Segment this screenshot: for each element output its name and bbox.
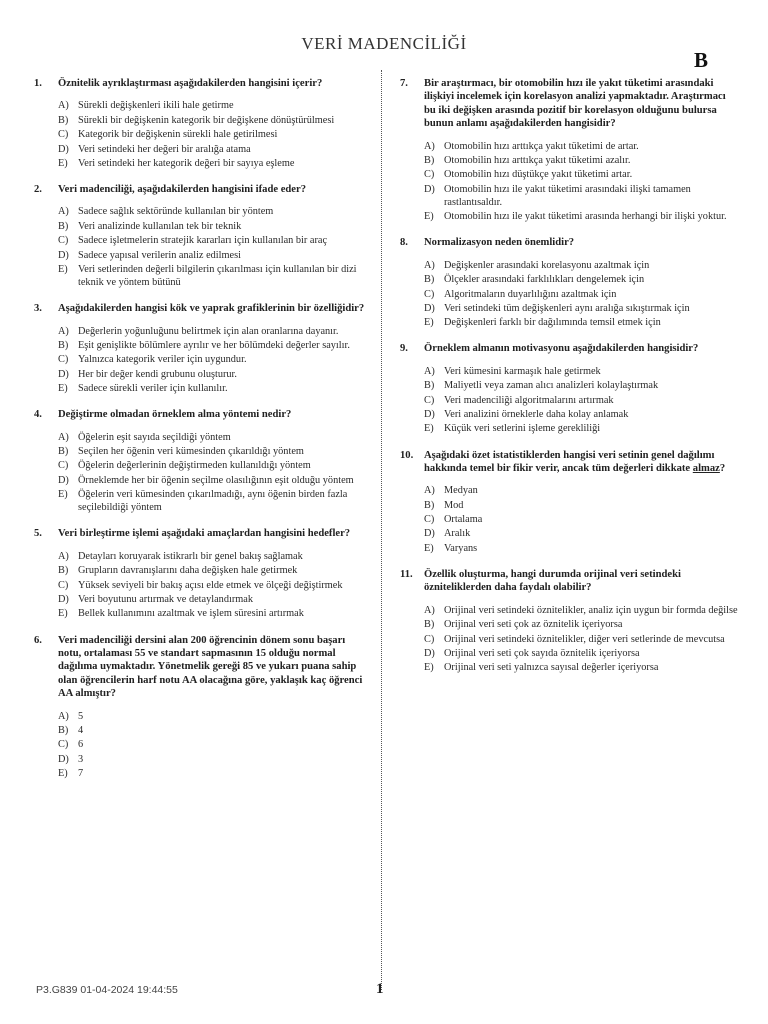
answer-option[interactable] <box>58 767 366 780</box>
option-letter: E) <box>58 264 68 276</box>
option-text: Otomobilin hızı arttıkça yakıt tüketimi azalır. <box>444 155 631 167</box>
option-text: Maliyetli veya zaman alıcı analizleri kolaylaştırmak <box>444 380 659 392</box>
option-text: Veri kümesini karmaşık hale getirmek <box>444 365 601 377</box>
option-letter: E) <box>58 383 68 395</box>
answer-option[interactable] <box>424 302 740 315</box>
option-letter: E) <box>58 608 68 620</box>
option-text: Orijinal veri setindeki öznitelikler, diğer veri setlerinde de mevcutsa <box>444 633 725 645</box>
answer-options <box>424 259 740 330</box>
option-letter: C) <box>58 739 69 751</box>
question-number: 1. <box>34 78 42 89</box>
option-text: Örneklemde her bir öğenin seçilme olasılığının eşit olduğu yöntem <box>78 474 354 486</box>
option-text: Varyans <box>444 542 478 554</box>
option-letter: C) <box>58 579 69 591</box>
option-letter: D) <box>424 528 435 540</box>
option-letter: B) <box>424 499 435 511</box>
answer-option[interactable] <box>424 618 740 631</box>
answer-option[interactable] <box>58 607 366 620</box>
option-text: Veri analizinde kullanılan tek bir teknik <box>78 220 242 232</box>
answer-option[interactable] <box>424 647 740 660</box>
answer-option[interactable] <box>424 273 740 286</box>
option-letter: D) <box>424 409 435 421</box>
option-text: Bellek kullanımını azaltmak ve işlem süresini artırmak <box>78 608 304 620</box>
answer-option[interactable] <box>58 564 366 577</box>
option-letter: D) <box>58 249 69 261</box>
left-column <box>34 77 366 793</box>
page-number: 1 <box>376 981 384 997</box>
question-header <box>400 77 740 131</box>
option-letter: C) <box>58 460 69 472</box>
answer-options <box>58 325 366 396</box>
answer-option[interactable] <box>58 724 366 737</box>
option-letter: B) <box>424 274 435 286</box>
question-header <box>400 568 740 595</box>
answer-option[interactable] <box>58 205 366 218</box>
answer-option[interactable] <box>58 339 366 352</box>
question-number: 11. <box>400 568 413 580</box>
option-letter: D) <box>58 368 69 380</box>
option-letter: E) <box>424 662 434 674</box>
option-text: Küçük veri setlerini işleme gerekliliği <box>444 423 601 435</box>
question-item <box>400 342 740 435</box>
question-number: 4. <box>34 409 42 421</box>
answer-options <box>424 140 740 224</box>
option-text: Sadece sürekli veriler için kullanılır. <box>78 383 228 395</box>
answer-option[interactable] <box>58 474 366 487</box>
question-text: Veri birleştirme işlemi aşağıdaki amaçlardan hangisini hedefler? <box>58 528 351 540</box>
answer-options <box>58 550 366 621</box>
answer-option[interactable] <box>58 445 366 458</box>
option-text: Ölçekler arasındaki farklılıkları dengelemek için <box>444 274 645 286</box>
option-text: Veri setindeki her kategorik değeri bir sayıya eşleme <box>78 157 295 169</box>
option-letter: C) <box>58 235 69 247</box>
option-text: Veri setindeki tüm değişkenleri aynı aralığa sıkıştırmak için <box>444 302 690 314</box>
option-letter: A) <box>58 550 69 562</box>
option-text: Orijinal veri setindeki öznitelikler, analiz için uygun bir formda değilse <box>444 604 738 616</box>
question-text <box>424 449 740 476</box>
question-text: Aşağıdakilerden hangisi kök ve yaprak grafiklerinin bir özelliğidir? <box>58 303 365 315</box>
option-letter: C) <box>424 169 435 181</box>
booklet-letter: B <box>694 48 709 72</box>
answer-option[interactable] <box>424 210 740 223</box>
option-text: Öğelerin eşit sayıda seçildiği yöntem <box>78 431 231 443</box>
option-letter: E) <box>58 489 68 501</box>
option-text: Grupların davranışlarını daha değişken hale getirmek <box>78 565 298 577</box>
option-text: Yüksek seviyeli bir bakış açısı elde etmek ve ölçeği değiştirmek <box>78 579 343 591</box>
option-letter: E) <box>424 317 434 329</box>
question-text-part: ? <box>719 462 726 474</box>
answer-option[interactable] <box>424 527 740 540</box>
question-text: Veri madenciliği, aşağıdakilerden hangisini ifade eder? <box>58 184 306 196</box>
question-text: Özellik oluşturma, hangi durumda orijinal veri setindeki özniteliklerden daha faydalı olabilir? <box>424 568 681 594</box>
option-letter: E) <box>424 542 434 554</box>
question-header <box>34 77 366 90</box>
option-letter: A) <box>58 431 69 443</box>
answer-option[interactable] <box>424 542 740 555</box>
question-item <box>400 568 740 674</box>
answer-option[interactable] <box>424 499 740 512</box>
option-letter: A) <box>424 485 435 497</box>
option-letter: A) <box>424 604 435 616</box>
answer-options <box>58 710 366 781</box>
answer-options <box>58 99 366 170</box>
answer-option[interactable] <box>58 234 366 247</box>
question-item <box>34 527 366 620</box>
option-letter: D) <box>58 474 69 486</box>
answer-option[interactable] <box>424 422 740 435</box>
answer-option[interactable] <box>424 259 740 272</box>
option-text: Kategorik bir değişkenin sürekli hale getirilmesi <box>78 129 278 141</box>
answer-option[interactable] <box>58 128 366 141</box>
question-item <box>34 408 366 514</box>
question-text-part: Aşağıdaki özet istatistiklerden hangisi veri setinin genel dağılımı hakkında temel bir fikir verir, ancak tüm değerleri dikkate <box>424 449 715 474</box>
option-letter: A) <box>424 365 435 377</box>
option-text: 7 <box>78 768 84 780</box>
question-number: 10. <box>400 449 414 461</box>
answer-options <box>58 205 366 289</box>
answer-option[interactable] <box>58 579 366 592</box>
option-text: Medyan <box>444 485 478 497</box>
option-letter: A) <box>424 140 435 152</box>
answer-option[interactable] <box>58 249 366 262</box>
question-header <box>400 342 740 355</box>
answer-options <box>424 484 740 555</box>
option-text: 6 <box>78 739 84 751</box>
option-text: Ortalama <box>444 514 483 526</box>
option-text: Otomobilin hızı düştükçe yakıt tüketimi artar. <box>444 169 633 181</box>
answer-option[interactable] <box>58 382 366 395</box>
option-text: Öğelerin veri kümesinden çıkarılmadığı, aynı öğenin birden fazla seçilebildiği yöntem <box>78 489 348 514</box>
question-header <box>400 449 740 476</box>
option-letter: D) <box>424 183 435 195</box>
option-letter: B) <box>58 114 69 126</box>
question-number: 9. <box>400 343 408 355</box>
option-text: Orijinal veri seti çok az öznitelik içeriyorsa <box>444 619 623 631</box>
answer-option[interactable] <box>424 394 740 407</box>
answer-option[interactable] <box>424 140 740 153</box>
option-letter: D) <box>58 594 69 606</box>
option-letter: B) <box>424 380 435 392</box>
question-text: Örneklem almanın motivasyonu aşağıdakilerden hangisidir? <box>424 343 699 355</box>
answer-option[interactable] <box>58 550 366 563</box>
option-letter: C) <box>424 633 435 645</box>
answer-option[interactable] <box>424 316 740 329</box>
option-text: Seçilen her öğenin veri kümesinden çıkarıldığı yöntem <box>78 446 304 458</box>
option-text: Değerlerin yoğunluğunu belirtmek için alan oranlarına dayanır. <box>78 325 339 337</box>
answer-option[interactable] <box>424 661 740 674</box>
footer-code: P3.G839 01-04-2024 19:44:55 <box>36 984 178 996</box>
answer-option[interactable] <box>424 365 740 378</box>
option-letter: C) <box>424 394 435 406</box>
option-text: Sürekli bir değişkenin kategorik bir değişkene dönüştürülmesi <box>78 114 335 126</box>
option-letter: C) <box>424 514 435 526</box>
answer-option[interactable] <box>58 353 366 366</box>
question-header <box>34 527 366 540</box>
option-letter: E) <box>424 211 434 223</box>
question-text: Öznitelik ayrıklaştırması aşağıdakilerden hangisini içerir? <box>58 78 323 89</box>
option-letter: A) <box>58 100 69 112</box>
option-text: Sadece yapısal verilerin analiz edilmesi <box>78 249 241 261</box>
answer-option[interactable] <box>58 710 366 723</box>
answer-options <box>424 365 740 436</box>
question-text: Değiştirme olmadan örneklem alma yöntemi nedir? <box>58 409 292 421</box>
option-text: Her bir değer kendi grubunu oluşturur. <box>78 368 237 380</box>
answer-option[interactable] <box>424 484 740 497</box>
answer-option[interactable] <box>58 738 366 751</box>
option-text: Algoritmaların duyarlılığını azaltmak için <box>444 288 617 300</box>
answer-option[interactable] <box>424 183 740 209</box>
option-text: Otomobilin hızı ile yakıt tüketimi arasındaki ilişki tamamen rastlantısaldır. <box>444 183 691 208</box>
column-divider <box>381 70 382 990</box>
option-letter: A) <box>58 206 69 218</box>
question-item <box>34 183 366 289</box>
answer-option[interactable] <box>58 220 366 233</box>
option-text: Veri analizini örneklerle daha kolay anlamak <box>444 409 629 421</box>
option-letter: B) <box>58 340 69 352</box>
answer-option[interactable] <box>58 431 366 444</box>
option-letter: B) <box>424 155 435 167</box>
answer-option[interactable] <box>424 168 740 181</box>
answer-option[interactable] <box>58 488 366 514</box>
answer-option[interactable] <box>58 593 366 606</box>
answer-option[interactable] <box>58 263 366 289</box>
answer-option[interactable] <box>424 288 740 301</box>
option-text: Sadece işletmelerin stratejik kararları için kullanılan bir araç <box>78 235 328 247</box>
answer-option[interactable] <box>58 99 366 112</box>
option-text: Orijinal veri seti çok sayıda öznitelik içeriyorsa <box>444 647 640 659</box>
answer-option[interactable] <box>58 114 366 127</box>
answer-option[interactable] <box>58 157 366 170</box>
answer-option[interactable] <box>424 379 740 392</box>
question-item <box>400 77 740 223</box>
answer-option[interactable] <box>58 753 366 766</box>
option-letter: D) <box>424 647 435 659</box>
option-text: Mod <box>444 499 464 511</box>
option-text: Veri boyutunu artırmak ve detaylandırmak <box>78 594 253 606</box>
question-header <box>400 236 740 249</box>
option-letter: A) <box>424 259 435 271</box>
option-text: Otomobilin hızı arttıkça yakıt tüketimi de artar. <box>444 140 639 152</box>
question-item <box>34 302 366 395</box>
answer-option[interactable] <box>58 368 366 381</box>
right-column <box>400 77 740 687</box>
option-letter: B) <box>424 619 435 631</box>
option-letter: D) <box>424 302 435 314</box>
option-letter: B) <box>58 565 69 577</box>
option-text: Otomobilin hızı ile yakıt tüketimi arasında herhangi bir ilişki yoktur. <box>444 211 727 223</box>
option-text: Aralık <box>444 528 471 540</box>
option-letter: E) <box>58 768 68 780</box>
option-letter: A) <box>58 710 69 722</box>
option-text: Veri setlerinden değerli bilgilerin çıkarılması için kullanılan bir dizi teknik ve yöntem bütünü <box>78 264 357 289</box>
option-text: Eşit genişlikte bölümlere ayrılır ve her bölümdeki değerler sayılır. <box>78 340 350 352</box>
question-item <box>400 449 740 555</box>
question-header <box>34 408 366 421</box>
answer-options <box>58 431 366 515</box>
option-letter: B) <box>58 724 69 736</box>
answer-option[interactable] <box>58 325 366 338</box>
option-letter: B) <box>58 220 69 232</box>
answer-option[interactable] <box>58 143 366 156</box>
question-text: Normalizasyon neden önemlidir? <box>424 237 575 249</box>
option-text: Yalnızca kategorik veriler için uygundur. <box>78 354 247 366</box>
question-number: 8. <box>400 237 408 249</box>
question-text: Veri madenciliği dersini alan 200 öğrencinin dönem sonu başarı notu, ortalaması 55 ve standart sapmasının 15 olduğu normal dağılıma uymaktadır. Yönetmelik gereği 85 ve yukarı puana sahip olan öğrencilerin harf notu AA olacağına göre, yaklaşık kaç öğrenci AA almıştır? <box>58 634 363 700</box>
option-letter: C) <box>58 354 69 366</box>
option-text: Sürekli değişkenleri ikili hale getirme <box>78 100 234 112</box>
answer-option[interactable] <box>424 513 740 526</box>
option-letter: E) <box>58 157 68 169</box>
question-header <box>34 183 366 196</box>
answer-option[interactable] <box>58 459 366 472</box>
option-text: Veri madenciliği algoritmalarını artırmak <box>444 394 614 406</box>
answer-option[interactable] <box>424 154 740 167</box>
question-number: 5. <box>34 528 42 540</box>
answer-option[interactable] <box>424 633 740 646</box>
question-header <box>34 634 366 701</box>
option-letter: C) <box>424 288 435 300</box>
option-letter: C) <box>58 129 69 141</box>
question-item <box>34 634 366 781</box>
option-text: Sadece sağlık sektöründe kullanılan bir yöntem <box>78 206 274 218</box>
option-text: Orijinal veri seti yalnızca sayısal değerler içeriyorsa <box>444 662 659 674</box>
option-text: 4 <box>78 724 84 736</box>
option-letter: A) <box>58 325 69 337</box>
option-text: Veri setindeki her değeri bir aralığa atama <box>78 143 251 155</box>
option-text: Değişkenler arasındaki korelasyonu azaltmak için <box>444 259 650 271</box>
page-title: VERİ MADENCİLİĞİ <box>301 34 467 53</box>
question-item <box>400 236 740 329</box>
question-number: 2. <box>34 184 42 196</box>
option-letter: B) <box>58 446 69 458</box>
option-letter: D) <box>58 143 69 155</box>
question-item <box>34 77 366 170</box>
question-header <box>34 302 366 315</box>
question-text-underlined: almaz <box>692 462 720 474</box>
answer-option[interactable] <box>424 604 740 617</box>
option-text: Değişkenleri farklı bir dağılımında temsil etmek için <box>444 317 661 329</box>
option-text: Öğelerin değerlerinin değiştirmeden kullanıldığı yöntem <box>78 460 311 472</box>
option-text: 3 <box>78 753 84 765</box>
answer-option[interactable] <box>424 408 740 421</box>
question-number: 7. <box>400 78 408 89</box>
question-number: 3. <box>34 303 42 315</box>
option-text: 5 <box>78 710 84 722</box>
option-text: Detayları koruyarak istikrarlı bir genel bakış sağlamak <box>78 550 303 562</box>
answer-options <box>424 604 740 675</box>
question-number: 6. <box>34 634 42 646</box>
option-letter: D) <box>58 753 69 765</box>
question-text: Bir araştırmacı, bir otomobilin hızı ile yakıt tüketimi arasındaki ilişkiyi incelemek için korelasyon analizi yapmaktadır. Araştırmacı bu iki değişken arasında pozitif bir korelasyon olduğunu bulursa bunun anlamı aşağıdakilerden hangisidir? <box>424 78 726 130</box>
option-letter: E) <box>424 423 434 435</box>
